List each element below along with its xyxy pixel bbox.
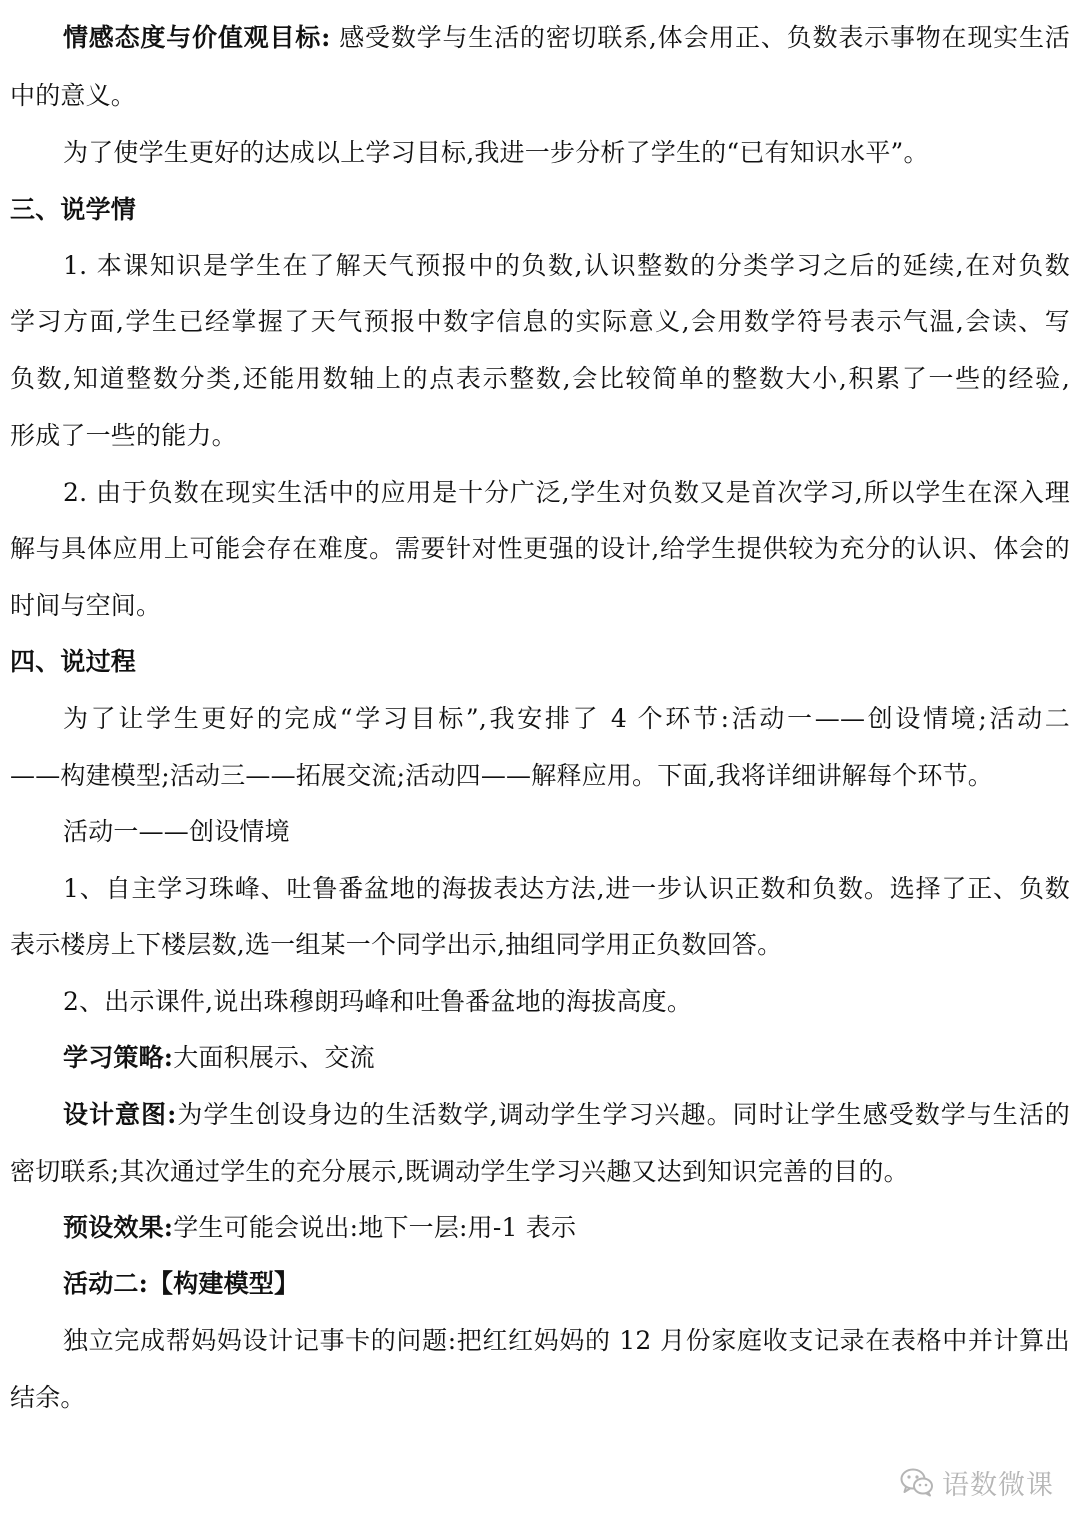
paragraph-transition: 为了使学生更好的达成以上学习目标,我进一步分析了学生的“已有知识水平”。 xyxy=(63,138,929,167)
expected-effect-text: 学生可能会说出:地下一层:用-1 表示 xyxy=(173,1213,577,1242)
attitude-goal-label: 情感态度与价值观目标: xyxy=(63,23,331,52)
activity-two-title: 活动二:【构建模型】 xyxy=(63,1269,300,1298)
paragraph-design-intent-line1 xyxy=(63,1099,1070,1131)
expected-effect-label: 预设效果: xyxy=(63,1213,174,1242)
watermark xyxy=(900,1462,1054,1502)
paragraph-process-intro-line2: ——构建模型;活动三——拓展交流;活动四——解释应用。下面,我将详细讲解每个环节。 xyxy=(10,761,993,790)
section-heading-process: 四、说过程 xyxy=(10,647,137,676)
paragraph-expected-effect xyxy=(63,1212,576,1244)
paragraph-student-point2-line1: 2. 由于负数在现实生活中的应用是十分广泛,学生对负数又是首次学习,所以学生在深入理 xyxy=(63,478,1070,507)
paragraph-attitude-goal-line2: 中的意义。 xyxy=(10,81,137,110)
wechat-icon xyxy=(900,1467,934,1497)
paragraph-process-intro-line1: 为了让学生更好的完成“学习目标”,我安排了 4 个环节:活动一——创设情境;活动二 xyxy=(63,704,1070,733)
paragraph-activity-two-line1: 独立完成帮妈妈设计记事卡的问题:把红红妈妈的 12 月份家庭收支记录在表格中并计算出 xyxy=(63,1326,1070,1355)
paragraph-design-intent-line2: 密切联系;其次通过学生的充分展示,既调动学生学习兴趣又达到知识完善的目的。 xyxy=(10,1157,909,1186)
paragraph-learning-strategy xyxy=(63,1042,375,1074)
learning-strategy-label: 学习策略: xyxy=(63,1043,174,1072)
paragraph-activity-one-step2: 2、出示课件,说出珠穆朗玛峰和吐鲁番盆地的海拔高度。 xyxy=(63,987,693,1016)
design-intent-label: 设计意图: xyxy=(63,1100,177,1129)
design-intent-text: 为学生创设身边的生活数学,调动学生学习兴趣。同时让学生感受数学与生活的 xyxy=(176,1100,1070,1129)
paragraph-activity-one-step1-line1: 1、自主学习珠峰、吐鲁番盆地的海拔表达方法,进一步认识正数和负数。选择了正、负数 xyxy=(63,874,1070,903)
paragraph-student-point1-line2: 学习方面,学生已经掌握了天气预报中数字信息的实际意义,会用数学符号表示气温,会读、写 xyxy=(10,307,1070,336)
watermark-text: 语数微课 xyxy=(942,1469,1054,1501)
paragraph-student-point1-line3: 负数,知道整数分类,还能用数轴上的点表示整数,会比较简单的整数大小,积累了一些的经验, xyxy=(10,364,1070,393)
paragraph-student-point1-line1: 1. 本课知识是学生在了解天气预报中的负数,认识整数的分类学习之后的延续,在对负数 xyxy=(63,251,1070,280)
paragraph-student-point2-line3: 时间与空间。 xyxy=(10,591,162,620)
section-heading-student-analysis: 三、说学情 xyxy=(10,195,137,224)
activity-one-title: 活动一——创设情境 xyxy=(63,817,290,846)
paragraph-student-point2-line2: 解与具体应用上可能会存在难度。需要针对性更强的设计,给学生提供较为充分的认识、体会的 xyxy=(10,534,1070,563)
paragraph-attitude-goal-line1 xyxy=(63,22,1070,54)
learning-strategy-text: 大面积展示、交流 xyxy=(173,1043,375,1072)
attitude-goal-text: 感受数学与生活的密切联系,体会用正、负数表示事物在现实生活 xyxy=(330,23,1070,52)
paragraph-student-point1-line4: 形成了一些的能力。 xyxy=(10,421,237,450)
paragraph-activity-two-line2: 结余。 xyxy=(10,1383,86,1412)
paragraph-activity-one-step1-line2: 表示楼房上下楼层数,选一组某一个同学出示,抽组同学用正负数回答。 xyxy=(10,930,783,959)
